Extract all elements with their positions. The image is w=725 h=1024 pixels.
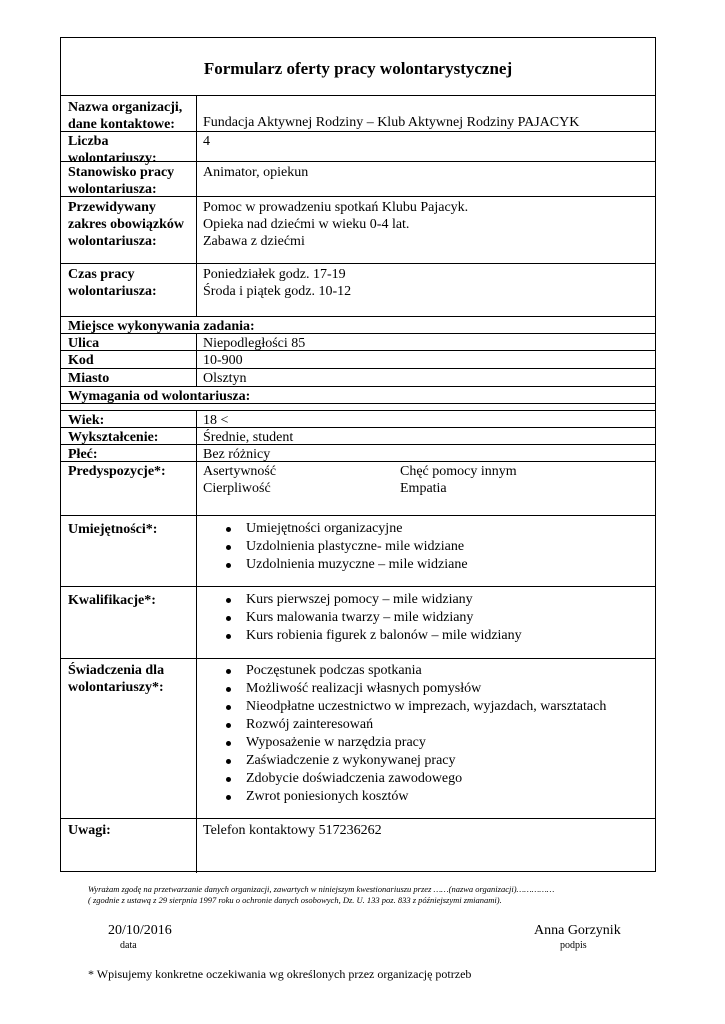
age-label: Wiek: bbox=[68, 413, 105, 428]
divider bbox=[61, 818, 655, 819]
age-value: 18 < bbox=[203, 413, 229, 428]
divider bbox=[61, 515, 655, 516]
position-value: Animator, opiekun bbox=[203, 165, 309, 180]
list-item: Możliwość realizacji własnych pomysłów bbox=[224, 680, 649, 698]
form-title: Formularz oferty pracy wolontarystycznej bbox=[203, 59, 513, 78]
benefits-list bbox=[224, 662, 649, 806]
predisposition-item: Chęć pomocy innym bbox=[400, 464, 517, 479]
list-item: Nieodpłatne uczestnictwo w imprezach, wyjazdach, warsztatach bbox=[224, 698, 649, 716]
gender-label: Płeć: bbox=[68, 447, 98, 462]
divider bbox=[61, 586, 655, 587]
education-value: Średnie, student bbox=[203, 430, 294, 445]
volunteer-offer-form bbox=[60, 37, 656, 872]
scope-line: Opieka nad dziećmi w wieku 0-4 lat. bbox=[203, 217, 410, 232]
gender-value: Bez różnicy bbox=[203, 447, 271, 462]
street-label: Ulica bbox=[68, 336, 100, 351]
scope-label: Przewidywany zakres obowiązków wolontariusza: bbox=[68, 200, 185, 249]
predispositions-label: Predyspozycje*: bbox=[68, 464, 166, 479]
skills-list bbox=[224, 520, 649, 574]
skills-label: Umiejętności*: bbox=[68, 522, 158, 537]
scope-line: Zabawa z dziećmi bbox=[203, 234, 305, 249]
time-value bbox=[203, 266, 649, 300]
list-item: Uzdolnienia plastyczne- mile widziane bbox=[224, 538, 649, 556]
column-divider bbox=[196, 410, 197, 873]
list-item: Umiejętności organizacyjne bbox=[224, 520, 649, 538]
list-item: Zdobycie doświadczenia zawodowego bbox=[224, 770, 649, 788]
divider bbox=[61, 316, 655, 317]
predisposition-item: Asertywność bbox=[203, 464, 277, 479]
divider bbox=[61, 95, 655, 96]
notes-label: Uwagi: bbox=[68, 823, 111, 838]
code-value: 10-900 bbox=[203, 353, 243, 368]
qualifications-list bbox=[224, 591, 649, 645]
predispositions-values-col2 bbox=[400, 463, 649, 497]
column-divider bbox=[196, 95, 197, 316]
city-label: Miasto bbox=[68, 371, 110, 386]
org-value: Fundacja Aktywnej Rodziny – Klub Aktywnej Rodziny PAJACYK bbox=[203, 115, 580, 130]
count-label: Liczba wolontariuszy: bbox=[68, 134, 157, 166]
list-item: Kurs malowania twarzy – mile widziany bbox=[224, 609, 649, 627]
requirements-header: Wymagania od wolontariusza: bbox=[68, 389, 251, 404]
signature-name: Anna Gorzynik bbox=[534, 923, 621, 938]
notes-value: Telefon kontaktowy 517236262 bbox=[203, 823, 382, 838]
scope-line: Pomoc w prowadzeniu spotkań Klubu Pajacyk. bbox=[203, 200, 469, 215]
date-value: 20/10/2016 bbox=[108, 923, 172, 938]
list-item: Kurs pierwszej pomocy – mile widziany bbox=[224, 591, 649, 609]
signature-caption: podpis bbox=[560, 940, 587, 951]
list-item: Uzdolnienia muzyczne – mile widziane bbox=[224, 556, 649, 574]
place-header: Miejsce wykonywania zadania: bbox=[68, 319, 255, 334]
column-divider bbox=[196, 333, 197, 386]
org-label: Nazwa organizacji, dane kontaktowe: bbox=[68, 100, 183, 132]
benefits-label: Świadczenia dla wolontariuszy*: bbox=[68, 663, 165, 695]
footnote: * Wpisujemy konkretne oczekiwania wg określonych przez organizację potrzeb bbox=[88, 967, 472, 981]
predisposition-item: Cierpliwość bbox=[203, 481, 271, 496]
divider bbox=[61, 658, 655, 659]
list-item: Poczęstunek podczas spotkania bbox=[224, 662, 649, 680]
time-label: Czas pracy wolontariusza: bbox=[68, 267, 157, 299]
predisposition-item: Empatia bbox=[400, 481, 447, 496]
code-label: Kod bbox=[68, 353, 94, 368]
position-label: Stanowisko pracy wolontariusza: bbox=[68, 165, 175, 197]
list-item: Zaświadczenie z wykonywanej pracy bbox=[224, 752, 649, 770]
time-line: Poniedziałek godz. 17-19 bbox=[203, 267, 346, 282]
scope-value bbox=[203, 199, 649, 250]
time-line: Środa i piątek godz. 10-12 bbox=[203, 284, 352, 299]
count-value: 4 bbox=[203, 134, 210, 149]
divider bbox=[61, 410, 655, 411]
city-value: Olsztyn bbox=[203, 371, 247, 386]
divider bbox=[61, 263, 655, 264]
date-caption: data bbox=[120, 940, 137, 951]
education-label: Wykształcenie: bbox=[68, 430, 159, 445]
list-item: Wyposażenie w narzędzia pracy bbox=[224, 734, 649, 752]
list-item: Zwrot poniesionych kosztów bbox=[224, 788, 649, 806]
street-value: Niepodległości 85 bbox=[203, 336, 306, 351]
list-item: Rozwój zainteresowań bbox=[224, 716, 649, 734]
qualifications-label: Kwalifikacje*: bbox=[68, 593, 156, 608]
list-item: Kurs robienia figurek z balonów – mile widziany bbox=[224, 627, 649, 645]
consent-text: Wyrażam zgodę na przetwarzanie danych organizacji, zawartych w niniejszym kwestionariuszu przez ……(nazwa organizacji)…………… ( zgodnie z ustawą z 29 sierpnia 1997 roku o ochronie danych osobowych, Dz. U. 133 poz. 833 z późniejszymi zmianami). bbox=[88, 884, 555, 905]
